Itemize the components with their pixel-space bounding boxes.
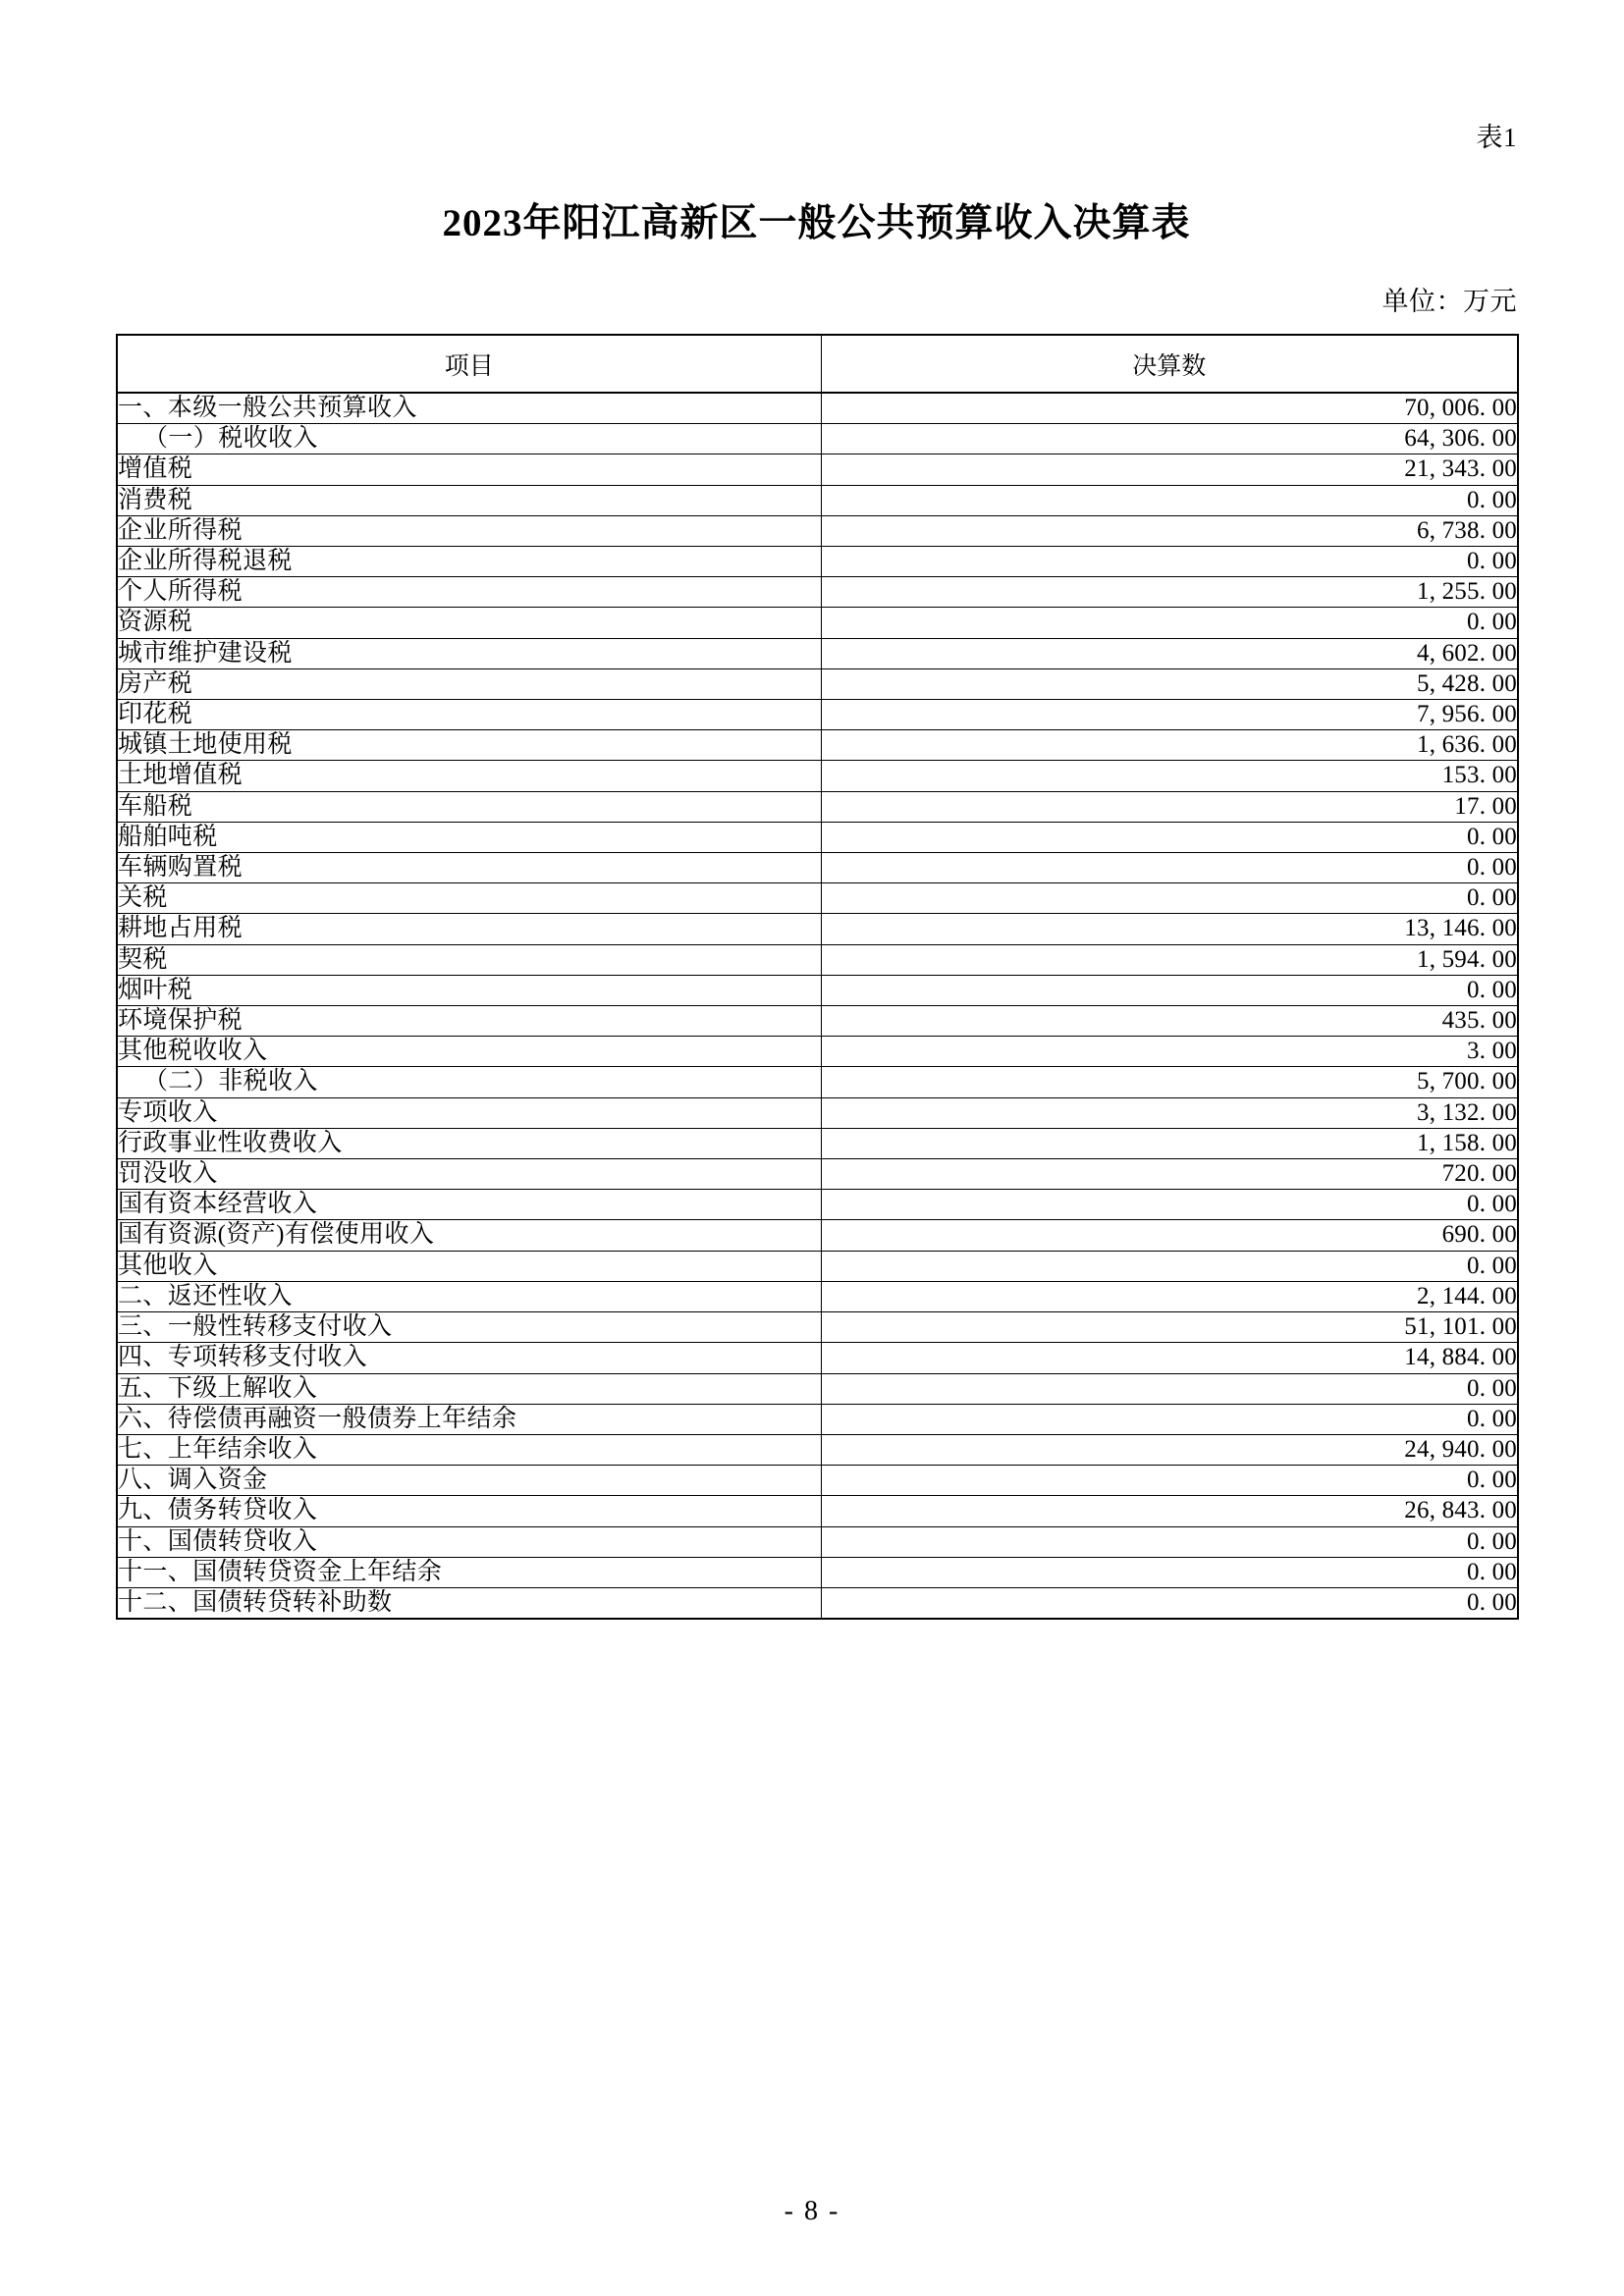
- row-item-value: 0. 00: [821, 485, 1518, 515]
- row-item-label: 国有资本经营收入: [117, 1190, 821, 1220]
- row-item-label: 车船税: [117, 791, 821, 822]
- row-item-label: 企业所得税退税: [117, 547, 821, 577]
- table-row: [117, 1128, 1518, 1158]
- row-item-label: 消费税: [117, 485, 821, 515]
- sheet-label: 表1: [1476, 123, 1517, 152]
- table-row: [117, 1251, 1518, 1281]
- row-item-value: 5, 428. 00: [821, 668, 1518, 699]
- row-item-label: 四、专项转移支付收入: [117, 1343, 821, 1373]
- table-row: [117, 608, 1518, 638]
- row-item-value: 0. 00: [821, 1373, 1518, 1404]
- row-item-label: 一、本级一般公共预算收入: [117, 393, 821, 424]
- table-row: [117, 1434, 1518, 1465]
- row-item-label: 十二、国债转贷转补助数: [117, 1587, 821, 1619]
- row-item-label: 环境保护税: [117, 1006, 821, 1037]
- row-item-label: 十、国债转贷收入: [117, 1526, 821, 1557]
- row-item-value: 24, 940. 00: [821, 1434, 1518, 1465]
- table-row: [117, 1404, 1518, 1434]
- page-number: - 8 -: [784, 2196, 840, 2226]
- row-item-label: 船舶吨税: [117, 822, 821, 852]
- budget-table-container: [116, 334, 1517, 1620]
- table-row: [117, 1557, 1518, 1587]
- table-row: [117, 393, 1518, 424]
- row-item-value: 17. 00: [821, 791, 1518, 822]
- row-item-value: 0. 00: [821, 822, 1518, 852]
- row-item-value: 435. 00: [821, 1006, 1518, 1037]
- row-item-label: 关税: [117, 883, 821, 914]
- table-row: [117, 1281, 1518, 1311]
- row-item-label: 土地增值税: [117, 761, 821, 791]
- table-header: [117, 335, 1518, 393]
- row-item-value: 1, 255. 00: [821, 577, 1518, 608]
- row-item-value: 70, 006. 00: [821, 393, 1518, 424]
- row-item-label: 房产税: [117, 668, 821, 699]
- row-item-value: 690. 00: [821, 1220, 1518, 1251]
- table-row: [117, 1373, 1518, 1404]
- table-row: [117, 638, 1518, 668]
- table-row: [117, 1466, 1518, 1496]
- row-item-label: 企业所得税: [117, 515, 821, 546]
- row-item-value: 1, 636. 00: [821, 730, 1518, 761]
- row-item-value: 26, 843. 00: [821, 1496, 1518, 1526]
- table-row: [117, 1526, 1518, 1557]
- row-item-value: 5, 700. 00: [821, 1067, 1518, 1097]
- table-row: [117, 1006, 1518, 1037]
- row-item-label: 烟叶税: [117, 975, 821, 1005]
- table-row: [117, 883, 1518, 914]
- row-item-value: 0. 00: [821, 1404, 1518, 1434]
- table-row: [117, 975, 1518, 1005]
- table-row: [117, 668, 1518, 699]
- table-row: [117, 485, 1518, 515]
- row-item-value: 1, 158. 00: [821, 1128, 1518, 1158]
- table-row: [117, 515, 1518, 546]
- row-item-value: 1, 594. 00: [821, 944, 1518, 975]
- table-row: [117, 1037, 1518, 1067]
- row-item-value: 3, 132. 00: [821, 1097, 1518, 1128]
- row-item-value: 13, 146. 00: [821, 914, 1518, 944]
- row-item-label: 八、调入资金: [117, 1466, 821, 1496]
- row-item-label: 印花税: [117, 700, 821, 730]
- row-item-value: 0. 00: [821, 1526, 1518, 1557]
- row-item-value: 0. 00: [821, 1190, 1518, 1220]
- row-item-value: 6, 738. 00: [821, 515, 1518, 546]
- row-item-value: 51, 101. 00: [821, 1312, 1518, 1343]
- row-item-label: 十一、国债转贷资金上年结余: [117, 1557, 821, 1587]
- row-item-value: 720. 00: [821, 1159, 1518, 1190]
- table-row: [117, 424, 1518, 454]
- table-row: [117, 700, 1518, 730]
- row-item-label: 其他税收收入: [117, 1037, 821, 1067]
- table-row: [117, 1343, 1518, 1373]
- row-item-label: 罚没收入: [117, 1159, 821, 1190]
- table-row: [117, 1220, 1518, 1251]
- table-row: [117, 944, 1518, 975]
- table-row: [117, 914, 1518, 944]
- row-item-label: 行政事业性收费收入: [117, 1128, 821, 1158]
- row-item-label: 五、下级上解收入: [117, 1373, 821, 1404]
- table-row: [117, 822, 1518, 852]
- table-row: [117, 791, 1518, 822]
- table-row: [117, 1496, 1518, 1526]
- row-item-label: 六、待偿债再融资一般债券上年结余: [117, 1404, 821, 1434]
- table-row: [117, 1190, 1518, 1220]
- table-header-row: [117, 335, 1518, 393]
- row-item-value: 2, 144. 00: [821, 1281, 1518, 1311]
- row-item-label: 耕地占用税: [117, 914, 821, 944]
- table-row: [117, 1587, 1518, 1619]
- table-row: [117, 730, 1518, 761]
- row-item-value: 0. 00: [821, 608, 1518, 638]
- row-item-value: 0. 00: [821, 1251, 1518, 1281]
- budget-table: [116, 334, 1519, 1620]
- row-item-label: 资源税: [117, 608, 821, 638]
- row-item-label: 国有资源(资产)有偿使用收入: [117, 1220, 821, 1251]
- row-item-label: 城镇土地使用税: [117, 730, 821, 761]
- table-row: [117, 577, 1518, 608]
- row-item-label: 契税: [117, 944, 821, 975]
- row-item-label: （一）税收收入: [117, 424, 821, 454]
- row-item-value: 0. 00: [821, 853, 1518, 883]
- row-item-label: 城市维护建设税: [117, 638, 821, 668]
- table-row: [117, 853, 1518, 883]
- table-row: [117, 1159, 1518, 1190]
- row-item-value: 0. 00: [821, 1587, 1518, 1619]
- page-title: 2023年阳江高新区一般公共预算收入决算表: [442, 202, 1191, 244]
- row-item-value: 3. 00: [821, 1037, 1518, 1067]
- row-item-label: 二、返还性收入: [117, 1281, 821, 1311]
- row-item-label: 九、债务转贷收入: [117, 1496, 821, 1526]
- row-item-label: 七、上年结余收入: [117, 1434, 821, 1465]
- row-item-value: 4, 602. 00: [821, 638, 1518, 668]
- table-row: [117, 1097, 1518, 1128]
- table-row: [117, 1067, 1518, 1097]
- row-item-label: 个人所得税: [117, 577, 821, 608]
- table-row: [117, 454, 1518, 485]
- column-header-item: 项目: [117, 335, 821, 393]
- column-header-value: 决算数: [821, 335, 1518, 393]
- row-item-label: 其他收入: [117, 1251, 821, 1281]
- row-item-value: 14, 884. 00: [821, 1343, 1518, 1373]
- table-row: [117, 761, 1518, 791]
- row-item-label: （二）非税收入: [117, 1067, 821, 1097]
- row-item-value: 0. 00: [821, 547, 1518, 577]
- table-row: [117, 1312, 1518, 1343]
- row-item-value: 64, 306. 00: [821, 424, 1518, 454]
- row-item-label: 专项收入: [117, 1097, 821, 1128]
- row-item-value: 7, 956. 00: [821, 700, 1518, 730]
- row-item-label: 车辆购置税: [117, 853, 821, 883]
- table-row: [117, 547, 1518, 577]
- row-item-label: 三、一般性转移支付收入: [117, 1312, 821, 1343]
- row-item-value: 0. 00: [821, 1557, 1518, 1587]
- row-item-label: 增值税: [117, 454, 821, 485]
- row-item-value: 0. 00: [821, 1466, 1518, 1496]
- table-body: [117, 393, 1518, 1619]
- unit-note: 单位：万元: [1381, 287, 1517, 316]
- row-item-value: 21, 343. 00: [821, 454, 1518, 485]
- row-item-value: 0. 00: [821, 975, 1518, 1005]
- row-item-value: 153. 00: [821, 761, 1518, 791]
- row-item-value: 0. 00: [821, 883, 1518, 914]
